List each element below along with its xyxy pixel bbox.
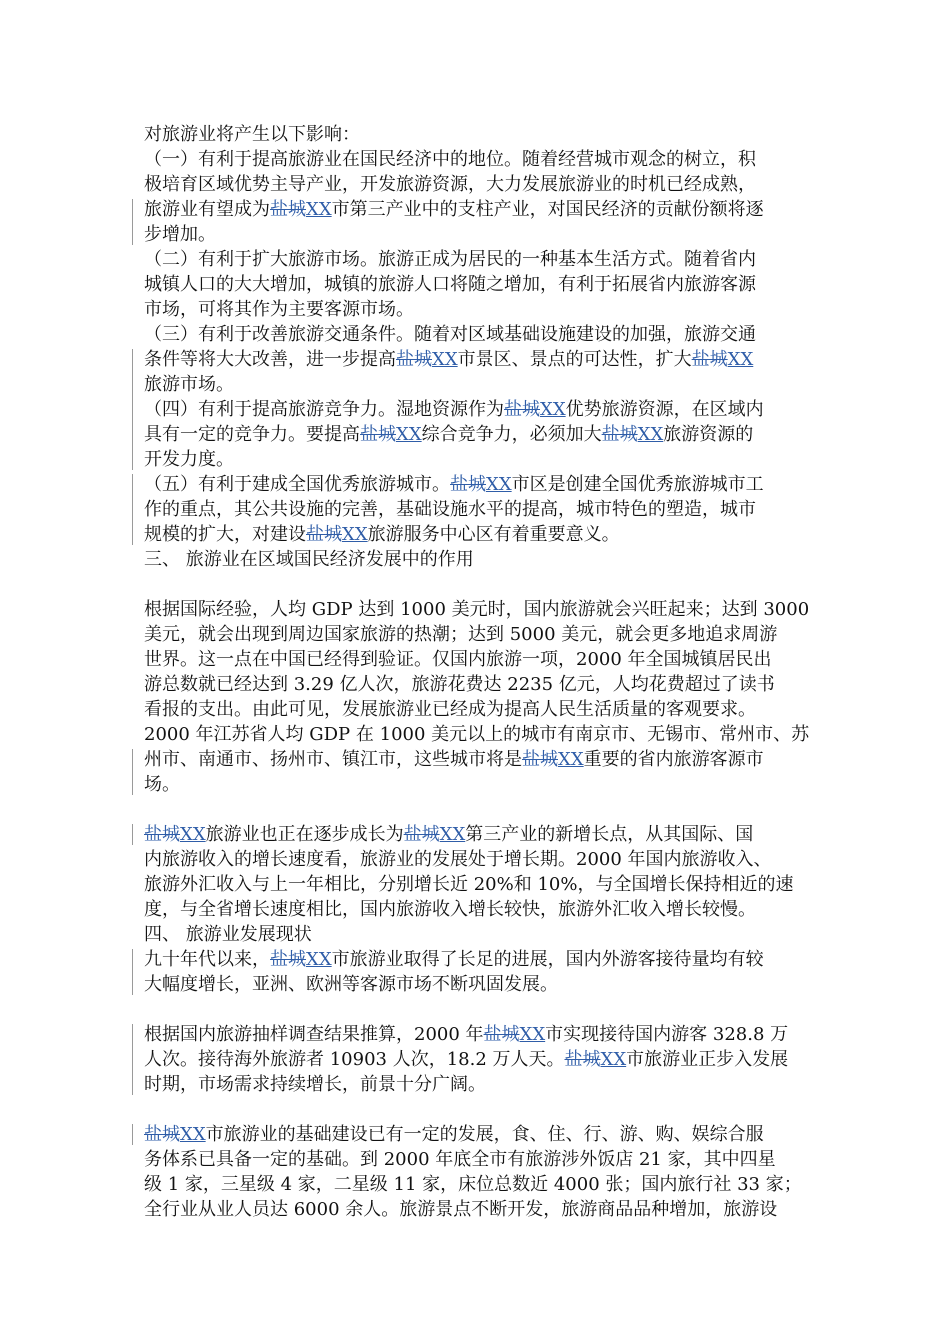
text-line: [144, 847, 814, 872]
text-run: 根据国际经验，人均 GDP 达到 1000 美元时，国内旅游就会兴旺起来；达到 3000: [144, 599, 810, 620]
text-run: 根据国内旅游抽样调查结果推算，2000 年: [144, 1024, 484, 1045]
text-run: 旅游业也正在逐步成长为: [205, 824, 404, 845]
inserted-text: XX: [180, 824, 206, 845]
text-run: 市场，可将其作为主要客源市场。: [144, 299, 414, 320]
text-run: 内旅游收入的增长速度看，旅游业的发展处于增长期。2000 年国内旅游收入、: [144, 849, 772, 870]
text-line: [144, 697, 814, 722]
deleted-text: 盐城: [270, 199, 306, 220]
text-run: 场。: [144, 774, 180, 795]
text-line: [144, 497, 814, 522]
text-line: [144, 1197, 814, 1222]
text-line: [144, 397, 814, 422]
blank-line: [144, 797, 814, 822]
text-run: 旅游外汇收入与上一年相比，分别增长近 20%和 10%，与全国增长保持相近的速: [144, 874, 794, 895]
text-run: 全行业从业人员达 6000 余人。旅游景点不断开发，旅游商品品种增加，旅游设: [144, 1199, 778, 1220]
revision-change-bar: [132, 474, 133, 545]
inserted-text: XX: [519, 1024, 546, 1045]
text-run: 九十年代以来，: [144, 949, 270, 970]
inserted-text: XX: [306, 199, 332, 220]
text-block: [144, 947, 814, 997]
text-block: [144, 547, 814, 572]
text-line: [144, 122, 814, 147]
inserted-text: XX: [342, 524, 368, 545]
text-run: 市第三产业中的支柱产业，对国民经济的贡献份额将逐: [331, 199, 764, 220]
revision-change-bar: [132, 1124, 133, 1145]
text-line: [144, 822, 814, 847]
text-line: [144, 622, 814, 647]
text-run: 开发力度。: [144, 449, 234, 470]
text-line: [144, 247, 814, 272]
text-block: [144, 347, 814, 472]
text-run: 市区是创建全国优秀旅游城市工: [511, 474, 764, 495]
text-line: [144, 872, 814, 897]
text-line: [144, 522, 814, 547]
text-run: 时期，市场需求持续增长，前景十分广阔。: [144, 1074, 486, 1095]
deleted-text: 盐城: [306, 524, 342, 545]
text-line: [144, 197, 814, 222]
inserted-text: XX: [396, 424, 422, 445]
inserted-text: XX: [306, 949, 332, 970]
text-line: [144, 772, 814, 797]
inserted-text: XX: [600, 1049, 627, 1070]
text-block: [144, 1147, 814, 1222]
deleted-text: 盐城: [144, 824, 180, 845]
text-run: 州市、南通市、扬州市、镇江市，这些城市将是: [144, 749, 522, 770]
inserted-text: XX: [486, 474, 512, 495]
deleted-text: 盐城: [691, 349, 728, 370]
text-line: [144, 597, 814, 622]
text-run: 旅游市场。: [144, 374, 234, 395]
text-line: [144, 722, 814, 747]
text-line: [144, 272, 814, 297]
text-line: [144, 222, 814, 247]
text-run: 级 1 家，三星级 4 家，二星级 11 家，床位总数近 4000 张；国内旅行社 33 家；: [144, 1174, 802, 1195]
deleted-text: 盐城: [504, 399, 540, 420]
text-run: 优势旅游资源，在区域内: [565, 399, 764, 420]
text-run: 2000 年江苏省人均 GDP 在 1000 美元以上的城市有南京市、无锡市、常州市、苏: [144, 724, 810, 745]
deleted-text: 盐城: [403, 824, 440, 845]
inserted-text: XX: [540, 399, 566, 420]
revision-change-bar: [132, 349, 133, 470]
blank-line: [144, 1097, 814, 1122]
deleted-text: 盐城: [396, 349, 432, 370]
text-run: 大幅度增长，亚洲、欧洲等客源市场不断巩固发展。: [144, 974, 558, 995]
text-run: 对旅游业将产生以下影响：: [144, 124, 360, 145]
deleted-text: 盐城: [522, 749, 558, 770]
blank-line: [144, 572, 814, 597]
text-block: [144, 472, 814, 547]
blank-line: [144, 997, 814, 1022]
text-run: 市景区、景点的可达性，扩大: [457, 349, 692, 370]
text-line: [144, 897, 814, 922]
text-line: [144, 347, 814, 372]
inserted-text: XX: [637, 424, 664, 445]
text-line: [144, 747, 814, 772]
revision-change-bar: [132, 949, 133, 995]
text-block: [144, 847, 814, 947]
text-block: [144, 597, 814, 747]
text-run: 具有一定的竞争力。要提高: [144, 424, 360, 445]
text-block: [144, 247, 814, 347]
text-line: [144, 297, 814, 322]
deleted-text: 盐城: [564, 1049, 601, 1070]
text-run: （三）有利于改善旅游交通条件。随着对区域基础设施建设的加强，旅游交通: [144, 324, 756, 345]
text-block: [144, 822, 814, 847]
text-block: [144, 1122, 814, 1147]
text-run: （二）有利于扩大旅游市场。旅游正成为居民的一种基本生活方式。随着省内: [144, 249, 756, 270]
text-line: [144, 447, 814, 472]
text-line: [144, 647, 814, 672]
text-line: [144, 547, 814, 572]
text-line: [144, 1022, 814, 1047]
text-run: 规模的扩大，对建设: [144, 524, 306, 545]
text-line: [144, 372, 814, 397]
text-line: [144, 422, 814, 447]
text-line: [144, 972, 814, 997]
text-block: [144, 747, 814, 797]
document-page: [144, 122, 814, 1222]
text-run: 重要的省内旅游客源市: [583, 749, 764, 770]
text-block: [144, 197, 814, 247]
text-run: （一）有利于提高旅游业在国民经济中的地位。随着经营城市观念的树立，积: [144, 149, 756, 170]
inserted-text: XX: [727, 349, 754, 370]
text-line: [144, 1047, 814, 1072]
text-run: 世界。这一点在中国已经得到验证。仅国内旅游一项，2000 年全国城镇居民出: [144, 649, 772, 670]
text-run: 四、 旅游业发展现状: [144, 924, 312, 945]
text-run: （四）有利于提高旅游竞争力。湿地资源作为: [144, 399, 504, 420]
text-run: 作的重点，其公共设施的完善，基础设施水平的提高，城市特色的塑造，城市: [144, 499, 756, 520]
revision-change-bar: [132, 1024, 133, 1095]
text-line: [144, 672, 814, 697]
text-run: 美元，就会出现到周边国家旅游的热潮；达到 5000 美元，就会更多地追求周游: [144, 624, 778, 645]
inserted-text: XX: [180, 1124, 206, 1145]
text-line: [144, 947, 814, 972]
text-line: [144, 322, 814, 347]
revision-change-bar: [132, 824, 133, 845]
text-run: 市旅游业正步入发展: [626, 1049, 789, 1070]
text-run: 人次。接待海外旅游者 10903 人次，18.2 万人天。: [144, 1049, 565, 1070]
deleted-text: 盐城: [360, 424, 396, 445]
text-line: [144, 147, 814, 172]
text-run: 市旅游业取得了长足的进展，国内外游客接待量均有较: [331, 949, 764, 970]
inserted-text: XX: [432, 349, 458, 370]
deleted-text: 盐城: [270, 949, 306, 970]
text-run: 城镇人口的大大增加，城镇的旅游人口将随之增加，有利于拓展省内旅游客源: [144, 274, 756, 295]
text-line: [144, 922, 814, 947]
text-run: 看报的支出。由此可见，发展旅游业已经成为提高人民生活质量的客观要求。: [144, 699, 756, 720]
text-run: 度，与全省增长速度相比，国内旅游收入增长较快，旅游外汇收入增长较慢。: [144, 899, 756, 920]
deleted-text: 盐城: [601, 424, 638, 445]
text-run: 市旅游业的基础建设已有一定的发展，食、住、行、游、购、娱综合服: [205, 1124, 764, 1145]
text-line: [144, 472, 814, 497]
text-run: 综合竞争力，必须加大: [421, 424, 602, 445]
text-line: [144, 172, 814, 197]
deleted-text: 盐城: [450, 474, 486, 495]
text-line: [144, 1072, 814, 1097]
text-line: [144, 1122, 814, 1147]
text-run: 务体系已具备一定的基础。到 2000 年底全市有旅游涉外饭店 21 家，其中四星: [144, 1149, 776, 1170]
text-run: 极培育区域优势主导产业，开发旅游资源，大力发展旅游业的时机已经成熟，: [144, 174, 756, 195]
revision-change-bar: [132, 749, 133, 795]
text-line: [144, 1147, 814, 1172]
revision-change-bar: [132, 199, 133, 245]
text-run: （五）有利于建成全国优秀旅游城市。: [144, 474, 450, 495]
text-run: 步增加。: [144, 224, 216, 245]
deleted-text: 盐城: [483, 1024, 520, 1045]
text-line: [144, 1172, 814, 1197]
inserted-text: XX: [439, 824, 466, 845]
text-run: 条件等将大大改善，进一步提高: [144, 349, 396, 370]
text-run: 旅游资源的: [663, 424, 754, 445]
text-run: 三、 旅游业在区域国民经济发展中的作用: [144, 549, 474, 570]
text-run: 旅游业有望成为: [144, 199, 270, 220]
text-block: [144, 122, 814, 197]
text-run: 市实现接待国内游客 328.8 万: [545, 1024, 789, 1045]
inserted-text: XX: [558, 749, 584, 770]
text-run: 第三产业的新增长点，从其国际、国: [465, 824, 754, 845]
text-block: [144, 1022, 814, 1097]
text-run: 游总数就已经达到 3.29 亿人次，旅游花费达 2235 亿元，人均花费超过了读书: [144, 674, 775, 695]
text-run: 旅游服务中心区有着重要意义。: [367, 524, 620, 545]
deleted-text: 盐城: [144, 1124, 180, 1145]
